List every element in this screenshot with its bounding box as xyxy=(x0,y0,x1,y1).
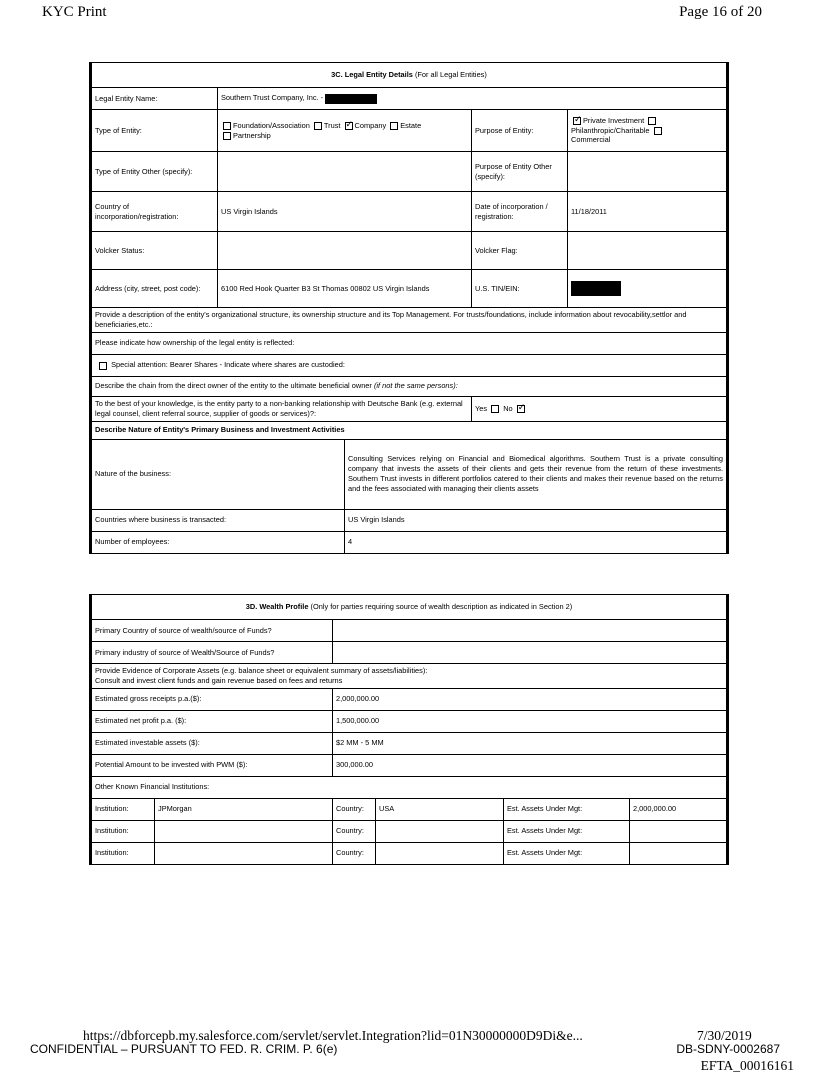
redaction-box xyxy=(571,281,621,296)
philanthropic-checkbox[interactable] xyxy=(654,127,662,135)
employees-label: Number of employees: xyxy=(91,531,345,553)
primary-industry-value xyxy=(333,642,728,664)
institution-name: JPMorgan xyxy=(155,798,333,820)
date-incorporation-label: Date of incorporation / registration: xyxy=(472,192,568,232)
institution-aum: 2,000,000.00 xyxy=(630,798,728,820)
institution-aum-label: Est. Assets Under Mgt: xyxy=(504,798,630,820)
company-checkbox[interactable] xyxy=(345,122,353,130)
employees-value: 4 xyxy=(345,531,728,553)
address-value: 6100 Red Hook Quarter B3 St Thomas 00802 US Virgin Islands xyxy=(218,270,472,308)
type-of-entity-options: Foundation/Association Trust ✓ Company Estate Partnership xyxy=(218,110,472,152)
table-row xyxy=(91,842,728,864)
purpose-of-entity-options: ✓Private Investment Philanthropic/Charitable Commercial xyxy=(568,110,728,152)
nature-heading: Describe Nature of Entity's Primary Business and Investment Activities xyxy=(91,421,728,439)
structure-description-prompt: Provide a description of the entity's organizational structure, its ownership structure and its Top Management. For trusts/foundations, include information about revocability,settlor and beneficiaries,etc.: xyxy=(91,308,728,333)
tin-label: U.S. TIN/EIN: xyxy=(472,270,568,308)
address-label: Address (city, street, post code): xyxy=(91,270,218,308)
nature-value: Consulting Services relying on Financial and Biomedical algorithms. Southern Trust is a private consulting company that invests the assets of their clients and gets their revenue from the return of these investments. Southern Trust invests in different portfolios catered to their clients and makes their revenue based on the returns and the fees associated with managing their clients assets xyxy=(345,439,728,509)
gross-receipts-value: 2,000,000.00 xyxy=(333,688,728,710)
volcker-flag-value xyxy=(568,232,728,270)
type-other-value xyxy=(218,152,472,192)
primary-country-value xyxy=(333,620,728,642)
bearer-shares-row: Special attention: Bearer Shares - Indicate where shares are custodied: xyxy=(91,354,728,376)
institution-country xyxy=(376,842,504,864)
non-banking-relationship-answer: Yes No ✓ xyxy=(472,396,728,421)
bearer-shares-checkbox[interactable] xyxy=(99,362,107,370)
countries-label: Countries where business is transacted: xyxy=(91,509,345,531)
institution-country-label: Country: xyxy=(333,842,376,864)
table-row xyxy=(91,798,728,820)
country-value: US Virgin Islands xyxy=(218,192,472,232)
volcker-status-label: Volcker Status: xyxy=(91,232,218,270)
table-row xyxy=(91,820,728,842)
partnership-checkbox[interactable] xyxy=(223,132,231,140)
institution-name xyxy=(155,820,333,842)
bates-number: DB-SDNY-0002687 xyxy=(676,1042,780,1056)
non-banking-relationship-prompt: To the best of your knowledge, is the entity party to a non-banking relationship with Deutsche Bank (e.g. external legal counsel, client referral source, supplier of goods or services)?: xyxy=(91,396,472,421)
redaction-box xyxy=(325,94,377,104)
type-other-label: Type of Entity Other (specify): xyxy=(91,152,218,192)
footer-date: 7/30/2019 xyxy=(697,1028,752,1043)
foundation-checkbox[interactable] xyxy=(223,122,231,130)
country-label: Country of incorporation/registration: xyxy=(91,192,218,232)
institution-aum xyxy=(630,842,728,864)
type-of-entity-label: Type of Entity: xyxy=(91,110,218,152)
efta-number: EFTA_00016161 xyxy=(700,1058,794,1073)
institution-country: USA xyxy=(376,798,504,820)
primary-country-label: Primary Country of source of wealth/source of Funds? xyxy=(91,620,333,642)
volcker-flag-label: Volcker Flag: xyxy=(472,232,568,270)
investable-assets-label: Estimated investable assets ($): xyxy=(91,732,333,754)
institution-country-label: Country: xyxy=(333,820,376,842)
private-investment-checkbox[interactable] xyxy=(573,117,581,125)
nature-label: Nature of the business: xyxy=(91,439,345,509)
trust-checkbox[interactable] xyxy=(314,122,322,130)
purpose-of-entity-label: Purpose of Entity: xyxy=(472,110,568,152)
wealth-profile-table xyxy=(89,594,729,865)
no-checkbox[interactable] xyxy=(517,405,525,413)
potential-amount-value: 300,000.00 xyxy=(333,754,728,776)
section-3c-title: 3C. Legal Entity Details (For all Legal Entities) xyxy=(91,63,728,88)
investable-assets-value: $2 MM - 5 MM xyxy=(333,732,728,754)
legal-entity-details-table xyxy=(89,62,729,554)
confidential-notice: CONFIDENTIAL – PURSUANT TO FED. R. CRIM. P. 6(e) xyxy=(30,1042,338,1056)
institution-name xyxy=(155,842,333,864)
ownership-chain-prompt: Describe the chain from the direct owner of the entity to the ultimate beneficial owner (if not the same persons): xyxy=(91,376,728,396)
page-number: Page 16 of 20 xyxy=(679,4,762,20)
net-profit-label: Estimated net profit p.a. ($): xyxy=(91,710,333,732)
tin-value xyxy=(568,270,728,308)
institution-label: Institution: xyxy=(91,798,155,820)
countries-value: US Virgin Islands xyxy=(345,509,728,531)
institution-label: Institution: xyxy=(91,820,155,842)
corporate-assets-evidence: Provide Evidence of Corporate Assets (e.g. balance sheet or equivalent summary of assets/liabilities): Consult and invest client funds and gain revenue based on fees and returns xyxy=(91,664,728,689)
primary-industry-label: Primary industry of source of Wealth/Source of Funds? xyxy=(91,642,333,664)
potential-amount-label: Potential Amount to be invested with PWM ($): xyxy=(91,754,333,776)
print-header-title: KYC Print xyxy=(42,4,107,20)
institution-country xyxy=(376,820,504,842)
institution-aum xyxy=(630,820,728,842)
footer-url: https://dbforcepb.my.salesforce.com/servlet/servlet.Integration?lid=01N30000000D9Di&e... xyxy=(83,1028,583,1043)
institution-country-label: Country: xyxy=(333,798,376,820)
purpose-other-label: Purpose of Entity Other (specify): xyxy=(472,152,568,192)
institution-aum-label: Est. Assets Under Mgt: xyxy=(504,820,630,842)
volcker-status-value xyxy=(218,232,472,270)
net-profit-value: 1,500,000.00 xyxy=(333,710,728,732)
estate-checkbox[interactable] xyxy=(390,122,398,130)
other-institutions-label: Other Known Financial Institutions: xyxy=(91,776,728,798)
yes-checkbox[interactable] xyxy=(491,405,499,413)
institution-aum-label: Est. Assets Under Mgt: xyxy=(504,842,630,864)
legal-entity-name-value: Southern Trust Company, Inc. - xyxy=(218,88,728,110)
date-incorporation-value: 11/18/2011 xyxy=(568,192,728,232)
gross-receipts-label: Estimated gross receipts p.a.($): xyxy=(91,688,333,710)
legal-entity-name-label: Legal Entity Name: xyxy=(91,88,218,110)
ownership-prompt: Please indicate how ownership of the legal entity is reflected: xyxy=(91,332,728,354)
institution-label: Institution: xyxy=(91,842,155,864)
purpose-other-value xyxy=(568,152,728,192)
private-investment-extra-checkbox[interactable] xyxy=(648,117,656,125)
section-3d-title: 3D. Wealth Profile (Only for parties requiring source of wealth description as indicated in Section 2) xyxy=(91,595,728,620)
